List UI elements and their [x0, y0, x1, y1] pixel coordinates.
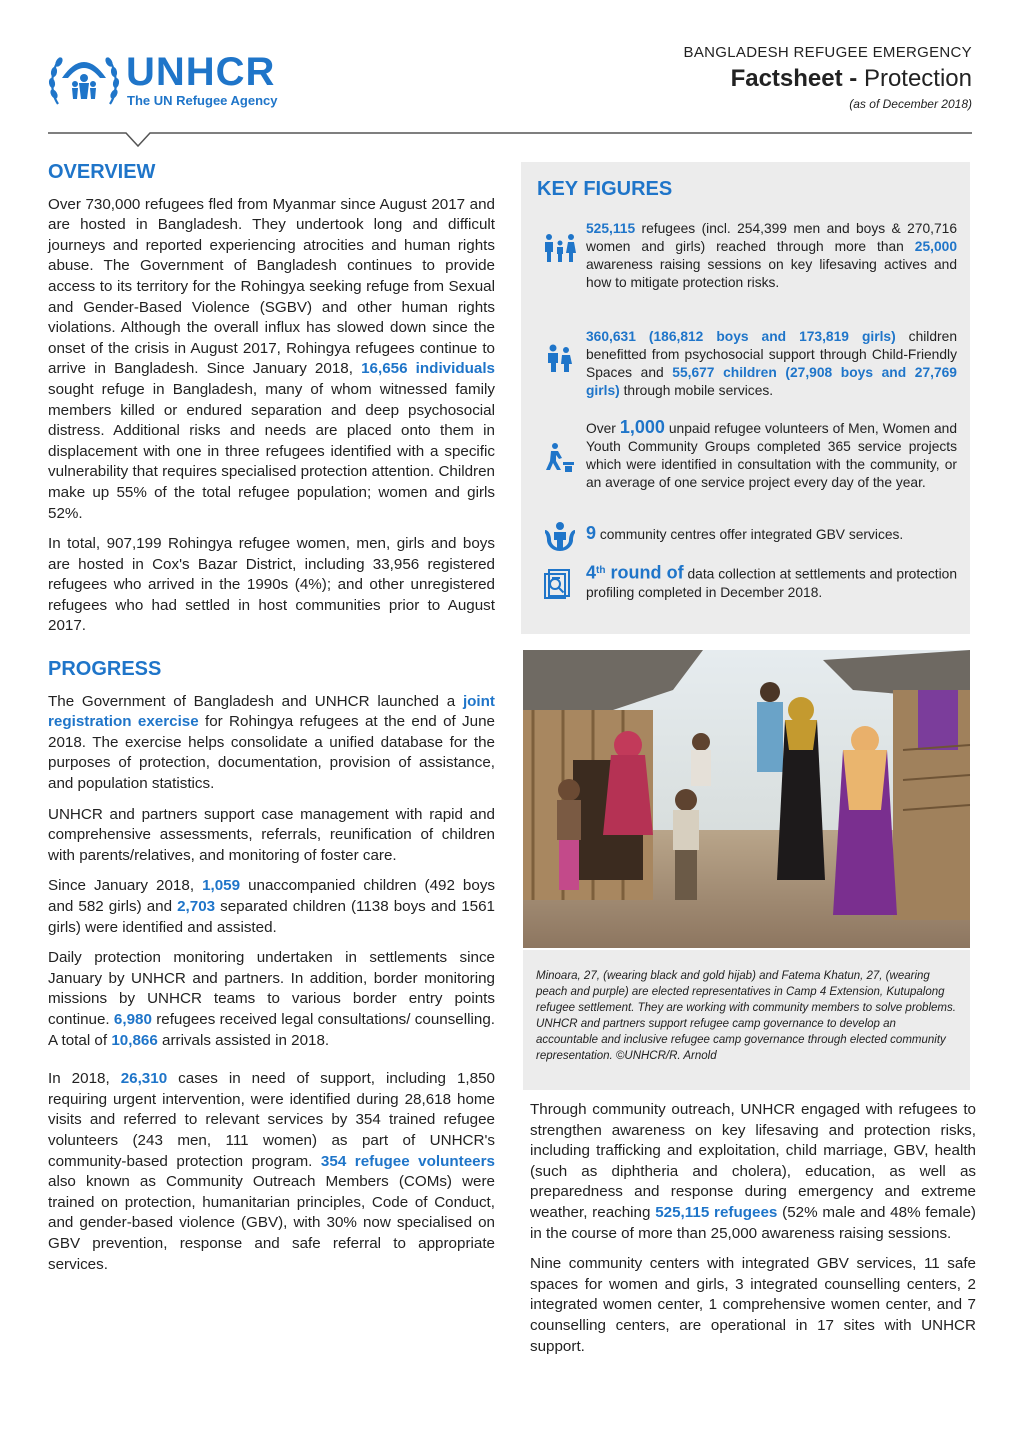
kf5-highlight-2: round of: [605, 562, 684, 583]
progress-paragraph-2: UNHCR and partners support case management with rapid and comprehensive assessments, referrals, reunification of children with parents/relatives, and monitoring of foster care.: [48, 805, 495, 864]
highlight-unaccompanied: 1,059: [202, 877, 241, 895]
key-figure-text: [586, 524, 957, 544]
progress-paragraph-1: [48, 692, 495, 795]
text: awareness raising sessions on key lifesaving actives and how to mitigate protection risks.: [586, 257, 957, 290]
kf3-highlight-1: 1,000: [619, 417, 665, 437]
title-separator: -: [842, 65, 864, 92]
text: for Rohingya refugees at the end of June 2018. The exercise helps consolidate a unified database for the purposes of protection, documentation, provision of assistance, and population statistics.: [48, 713, 495, 793]
children-icon: [543, 340, 577, 374]
key-figures-panel: [521, 162, 970, 634]
overview-heading: OVERVIEW: [48, 161, 156, 183]
text: arrivals assisted in 2018.: [157, 1031, 330, 1049]
key-figure-text: [586, 328, 957, 400]
key-figures-heading: KEY FIGURES: [537, 178, 673, 200]
highlight-separated: 2,703: [177, 898, 216, 915]
text: (52% male and 48% female) in the course of more than 25,000 awareness raising sessions.: [530, 1203, 976, 1242]
text: Daily protection monitoring undertaken in settlements since January by UNHCR and partners. In addition, border monitoring missions by UNHCR teams to various border entry points continue.: [48, 949, 495, 1028]
key-figure-text: [586, 220, 957, 292]
text: also known as Community Outreach Members (COMs) were trained on protection, humanitarian principles, Code of Conduct, and gender-based violence (GBV), with 30% now specialised on GBV prevention, response and safe referral to appropriate services.: [48, 1173, 495, 1273]
kf1-highlight-1: 525,115: [586, 221, 636, 236]
text: children benefitted from psychosocial support through Child-Friendly Spaces and: [586, 329, 957, 380]
text: The Government of Bangladesh and UNHCR launched a: [48, 692, 463, 710]
data-collection-icon: [543, 566, 577, 600]
logo-tagline: The UN Refugee Agency: [127, 93, 278, 108]
header-titles: [684, 44, 972, 111]
text: Since January 2018,: [48, 877, 203, 895]
community-centers-paragraph: Nine community centers with integrated GBV services, 11 safe spaces for women and girls, 3 integrated counselling centers, 2 integrated women center, 1 comprehensive women center, and 7 counselling centers, are operational in 17 sites with UNHCR support.: [530, 1255, 976, 1355]
kf2-highlight-1: 360,631 (186,812 boys and 173,819 girls): [586, 329, 896, 344]
header-divider: [48, 132, 972, 150]
text: refugees received legal consultations/ counselling. A total of: [48, 1010, 495, 1049]
right-column-text: [530, 1100, 976, 1367]
key-figure-text: [586, 562, 957, 602]
as-of-date: (as of December 2018): [849, 97, 972, 111]
key-figure-item: [537, 328, 957, 400]
emergency-label: BANGLADESH REFUGEE EMERGENCY: [683, 44, 972, 61]
logo-wordmark: UNHCR: [126, 50, 276, 94]
progress-heading: PROGRESS: [48, 658, 162, 681]
left-column: [48, 162, 495, 1285]
text: data collection at settlements and protection profiling completed in December 2018.: [586, 566, 957, 600]
highlight-volunteers: 354 refugee volunteers: [320, 1152, 495, 1170]
overview-paragraph-1: [48, 195, 495, 525]
highlight-joint-registration: joint registration exercise: [48, 692, 495, 731]
kf5-ordinal: th: [596, 565, 606, 576]
text: unpaid refugee volunteers of Men, Women and Youth Community Groups completed 365 service projects which were identified in consultation with the community, or an average of one service project every day of the year.: [586, 421, 957, 490]
progress-paragraph-5: [48, 1069, 495, 1275]
unhcr-logo: [48, 48, 308, 112]
overview-paragraph-2: In total, 907,199 Rohingya refugee women, men, girls and boys are hosted in Cox's Bazar District, including 33,956 registered refugees who arrived in the 1990s (4%); and other unregistered refugees who had settled in host communities prior to August 2017.: [48, 535, 495, 635]
key-figure-item: [537, 524, 957, 544]
highlight-cases: 26,310: [120, 1070, 168, 1088]
refugee-camp-photo: [523, 650, 970, 948]
highlight-refugees-reached: 525,115 refugees: [655, 1203, 778, 1221]
key-figure-item: [537, 220, 957, 292]
key-figure-text: [586, 418, 957, 492]
text: cases in need of support, including 1,850 requiring urgent intervention, were identified during 28,618 home visits and referred to relevant services by 354 trained refugee volunteers (243 men, 111 women) as part of UNHCR's community-based protection program.: [48, 1070, 495, 1170]
outreach-paragraph: [530, 1100, 976, 1244]
highlight-legal-consultations: 6,980: [113, 1010, 152, 1028]
text: In 2018,: [48, 1070, 121, 1088]
page-title: [684, 65, 972, 93]
title-factsheet: Factsheet: [730, 65, 843, 92]
text: refugees (incl. 254,399 men and boys & 270,716 women and girls) reached through more than: [586, 221, 957, 254]
text: Over: [586, 421, 620, 436]
progress-paragraph-4: [48, 948, 495, 1051]
kf5-highlight-1: 4: [586, 562, 597, 583]
text: through mobile services.: [619, 383, 774, 398]
unhcr-emblem-icon: [48, 48, 120, 110]
community-centre-icon: [543, 518, 577, 552]
photo-illustration: [523, 650, 970, 948]
kf2-highlight-2: 55,677 children (27,908 boys and 27,769 girls): [586, 365, 957, 398]
highlight-arrivals: 10,866: [111, 1031, 158, 1049]
highlight-new-arrivals: 16,656 individuals: [361, 360, 495, 378]
photo-caption: Minoara, 27, (wearing black and gold hijab) and Fatema Khatun, 27, (wearing peach and purple) are elected representatives in Camp 4 Extension, Kutupalong refugee settlement. They are working with community members to solve problems. UNHCR and partners support refugee camp governance to develop an accountable and inclusive refugee camp governance through elected community representation. ©UNHCR/R. Arnold: [536, 970, 956, 1062]
text: sought refuge in Bangladesh, many of whom witnessed family members killed or endured separation and deep psychosocial distress. Additional risks and needs are placed onto them in displacement with one in three refugees identified with a specific vulnerability that requires specialised protection attention. Children make up 55% of the total refugee population; women and girls 52%.: [48, 380, 495, 522]
text: Through community outreach, UNHCR engaged with refugees to strengthen awareness on key lifesaving and protection risks, including trafficking and exploitation, child marriage, GBV, health (such as diphtheria and cholera), education, as well as preparedness and response during emergency and extreme weather, reaching: [530, 1101, 976, 1221]
progress-paragraph-3: [48, 876, 495, 938]
title-topic: Protection: [863, 65, 972, 92]
kf4-highlight-1: 9: [586, 523, 597, 543]
text: community centres offer integrated GBV services.: [596, 527, 904, 542]
key-figure-item: [537, 418, 957, 492]
photo-caption-box: [523, 950, 970, 1090]
text: separated children (1138 boys and 1561 girls) were identified and assisted.: [48, 898, 495, 936]
family-icon: [543, 230, 577, 264]
kf1-highlight-2: 25,000: [914, 239, 957, 254]
text: unaccompanied children (492 boys and 582 girls) and: [48, 877, 496, 915]
key-figure-item: [537, 562, 957, 602]
volunteer-icon: [543, 440, 577, 474]
text: Over 730,000 refugees fled from Myanmar since August 2017 and are hosted in Bangladesh. They undertook long and difficult journeys and reported experiencing atrocities and human rights abuse. The Government of Bangladesh continues to provide access to its territory for the Rohingya seeking refuge from Sexual and Gender-Based Violence (SGBV) and other human rights violations. Although the overall influx has slowed down since the onset of the crisis in August 2017, Rohingya refugees continue to arrive in Bangladesh. Since January 2018,: [48, 195, 495, 378]
